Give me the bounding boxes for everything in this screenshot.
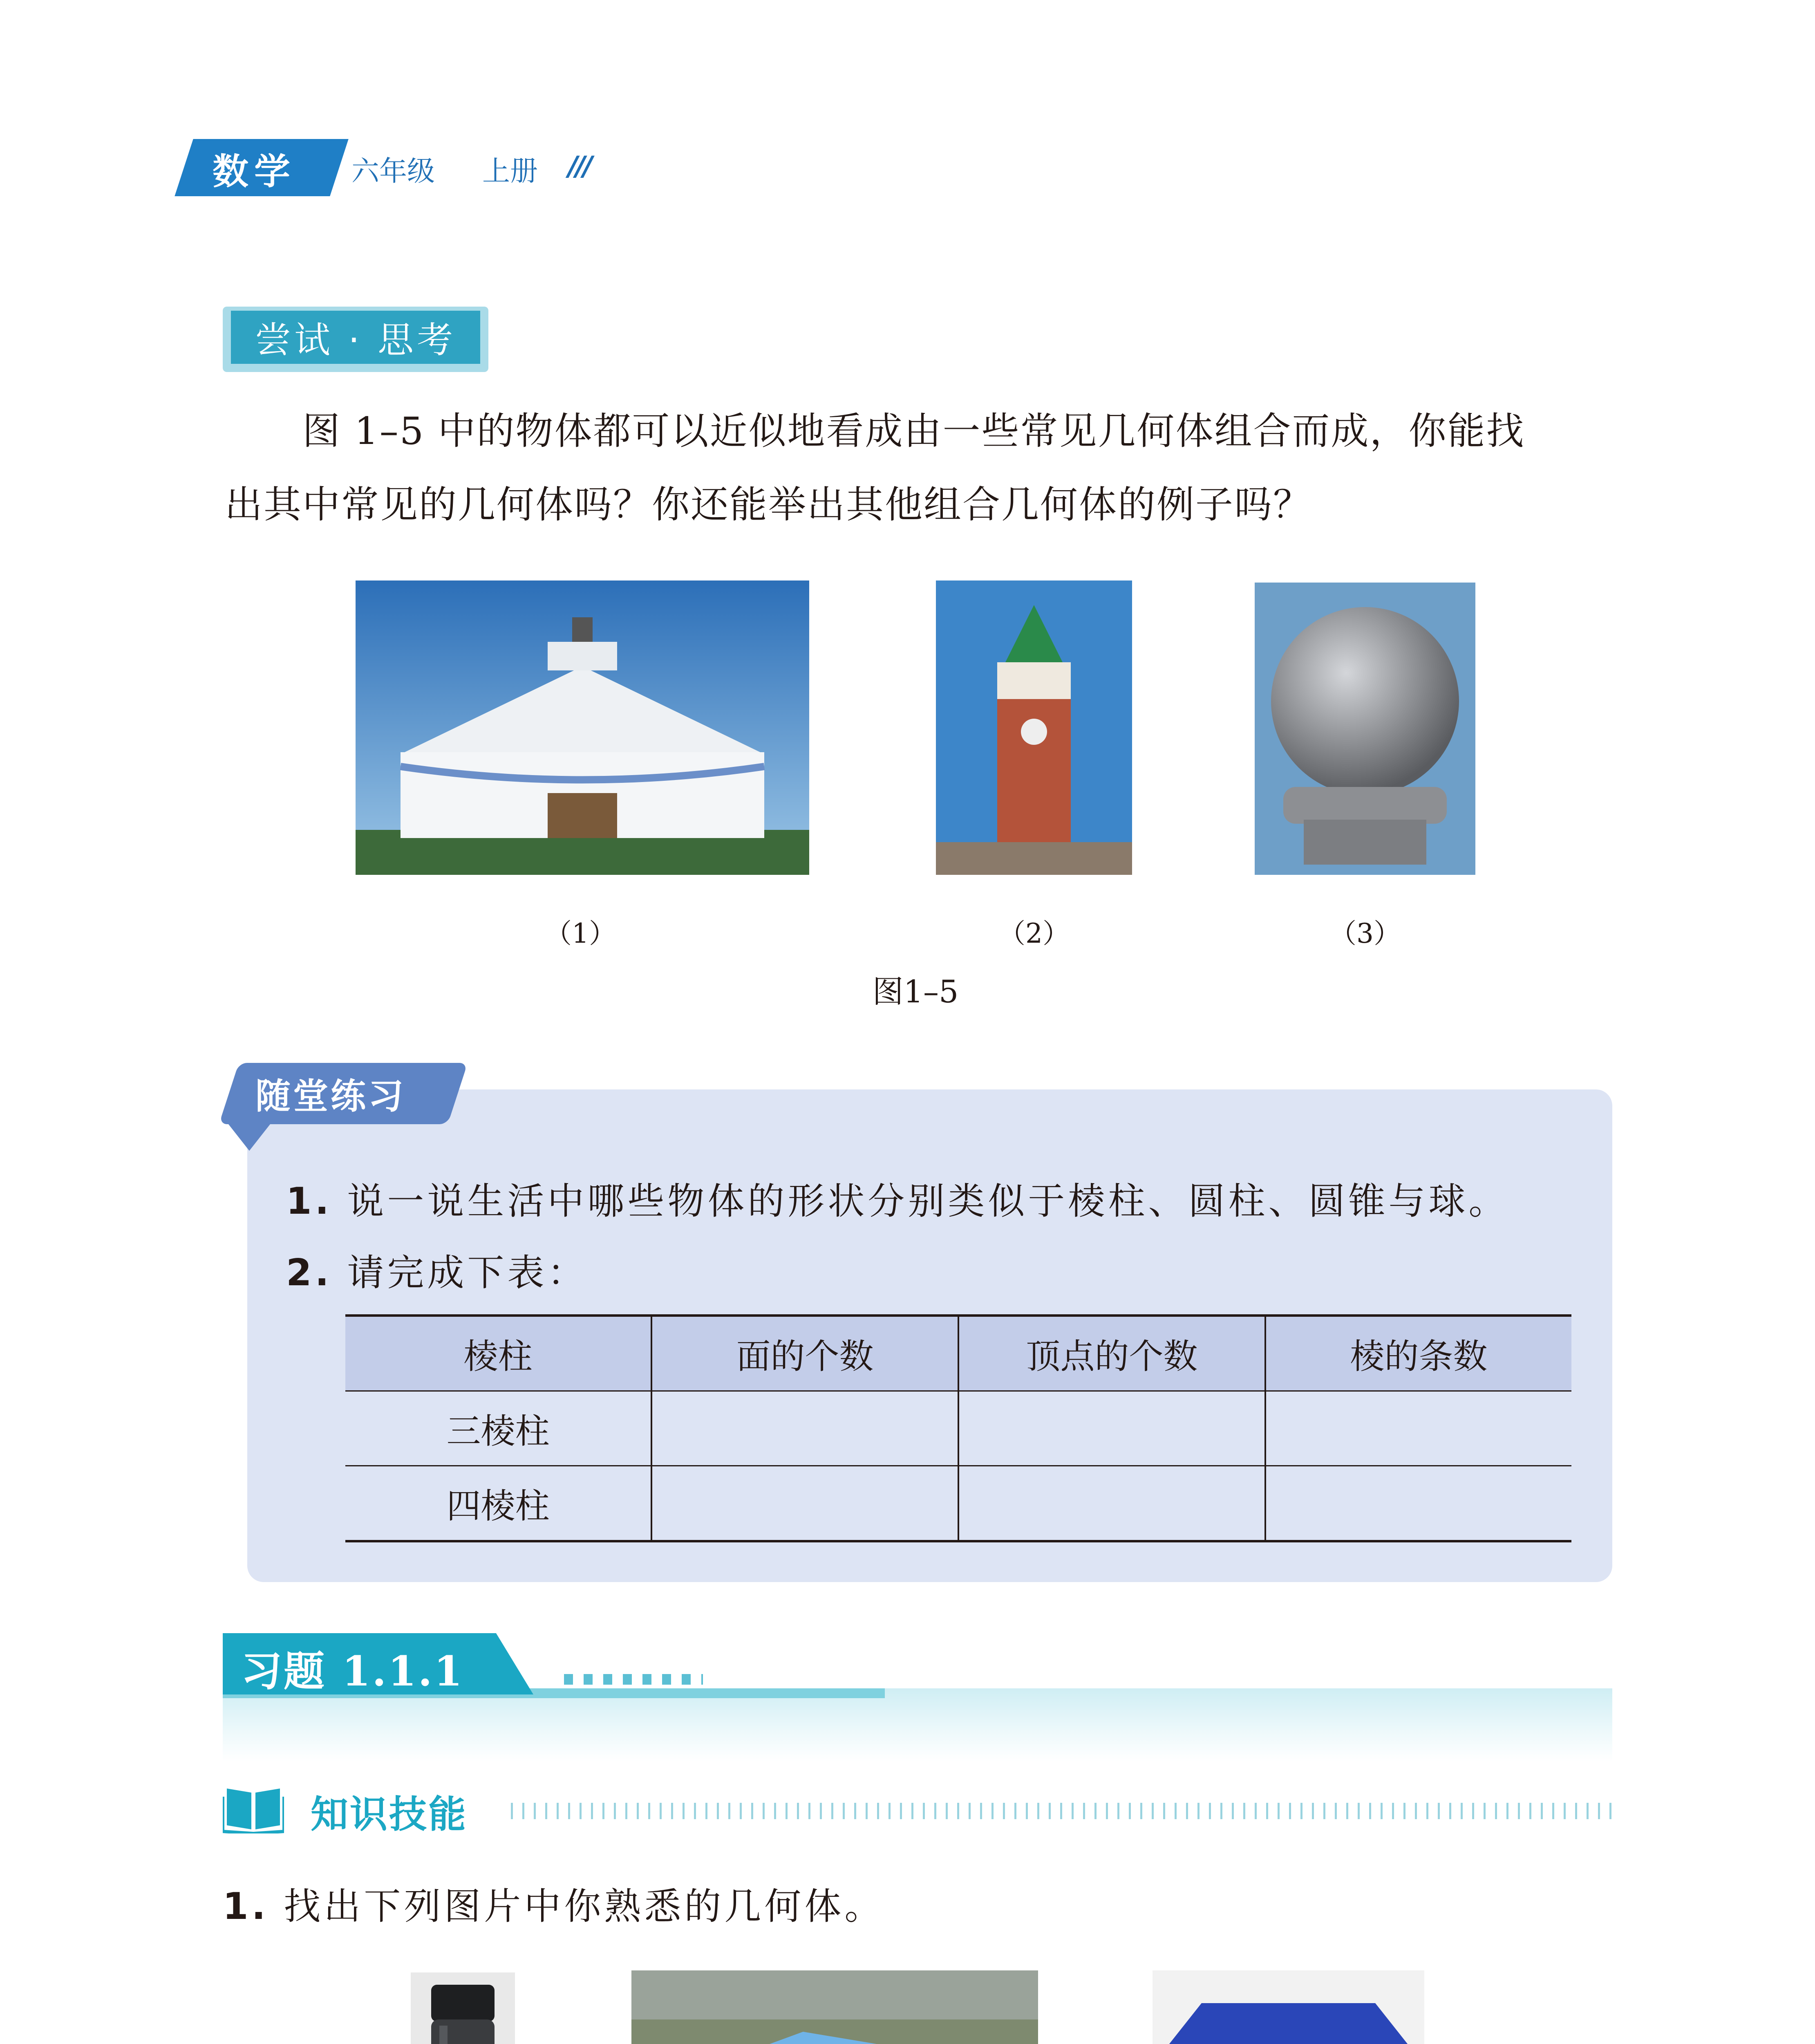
practice-q1-number: 1. xyxy=(286,1180,332,1223)
table-cell[interactable] xyxy=(958,1466,1265,1542)
open-book-icon xyxy=(223,1780,284,1833)
header-volume: 上册 xyxy=(482,155,538,188)
stone-ball-photo xyxy=(1255,583,1475,875)
try-think-line1: 图 1–5 中的物体都可以近似地看成由一些常见几何体组合而成，你能找 xyxy=(302,409,1525,453)
exercise-banner-band xyxy=(223,1688,1612,1762)
water-cube-photo xyxy=(631,1970,1038,2044)
exercise-banner-stripes xyxy=(564,1674,703,1685)
fig1-5-title: 图1–5 xyxy=(872,973,959,1010)
table-cell: 三棱柱 xyxy=(345,1391,651,1466)
table-header-vertices: 顶点的个数 xyxy=(958,1316,1265,1391)
practice-tab-pointer xyxy=(227,1122,272,1151)
fig1-5-caption-3: （3） xyxy=(1329,918,1401,949)
try-think-label: 尝试 · 思考 xyxy=(231,311,480,364)
exercise-title: 习题 1.1.1 xyxy=(241,1647,464,1695)
header-subject: 数学 xyxy=(213,150,296,193)
table-cell[interactable] xyxy=(1265,1466,1571,1542)
table-header-edges: 棱的条数 xyxy=(1265,1316,1571,1391)
practice-q2 xyxy=(286,1243,587,1296)
practice-label: 随堂练习 xyxy=(255,1076,406,1117)
practice-q1-text: 说一说生活中哪些物体的形状分别类似于棱柱、圆柱、圆锥与球。 xyxy=(347,1180,1509,1223)
table-cell[interactable] xyxy=(958,1391,1265,1466)
prism-table xyxy=(345,1314,1571,1542)
practice-q2-text: 请完成下表： xyxy=(347,1251,588,1294)
section-dotted-rule xyxy=(511,1803,1614,1819)
table-cell: 四棱柱 xyxy=(345,1466,651,1542)
yurt-photo xyxy=(356,580,809,875)
fig1-5-caption-1: （1） xyxy=(545,918,616,949)
thermos-photo xyxy=(411,1972,515,2044)
try-think-line2: 出其中常见的几何体吗？你还能举出其他组合几何体的例子吗？ xyxy=(225,483,1312,527)
table-row xyxy=(345,1466,1571,1542)
fig1-5-caption-2: （2） xyxy=(998,918,1070,949)
table-cell[interactable] xyxy=(1265,1391,1571,1466)
exercise-q1-number: 1. xyxy=(223,1885,269,1928)
practice-q2-number: 2. xyxy=(286,1251,332,1294)
table-row xyxy=(345,1391,1571,1466)
table-cell[interactable] xyxy=(651,1466,958,1542)
table-header-prism: 棱柱 xyxy=(345,1316,651,1391)
table-header-faces: 面的个数 xyxy=(651,1316,958,1391)
header-grade: 六年级 xyxy=(351,155,435,188)
tower-photo xyxy=(936,580,1132,875)
exercise-q1-text: 找出下列图片中你熟悉的几何体。 xyxy=(284,1885,885,1928)
table-header-row xyxy=(345,1316,1571,1391)
header-slashes: /// xyxy=(568,150,591,182)
exercise-q1 xyxy=(223,1876,884,1930)
knowledge-skills-label: 知识技能 xyxy=(311,1793,468,1836)
practice-q1 xyxy=(286,1171,1508,1224)
table-cell[interactable] xyxy=(651,1391,958,1466)
tea-box-photo xyxy=(1153,1970,1424,2044)
